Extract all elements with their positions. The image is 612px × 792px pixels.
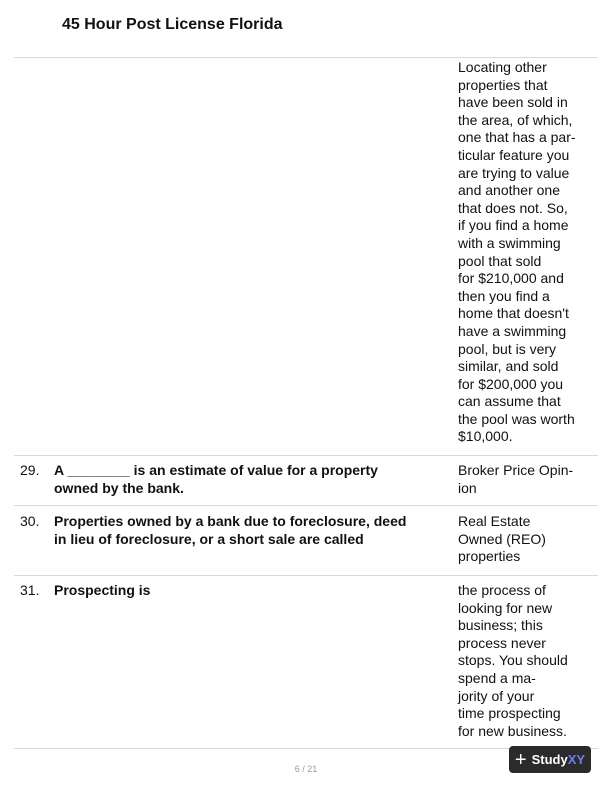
- answer-line: business; this: [458, 617, 543, 634]
- brand-name: StudyXY: [531, 752, 586, 767]
- answer-line: process never: [458, 634, 546, 651]
- answer-line: properties that: [458, 76, 548, 93]
- divider: [14, 575, 598, 576]
- answer-line: if you find a home: [458, 217, 569, 234]
- plus-icon: +: [514, 748, 527, 771]
- divider: [14, 57, 598, 58]
- answer-line: Real Estate: [458, 513, 531, 529]
- answer-line: ticular feature you: [458, 146, 570, 163]
- answer-line: pool that sold: [458, 252, 542, 269]
- answer-line: one that has a par-: [458, 129, 576, 146]
- answer-cell: [458, 462, 594, 497]
- answer-line: for $210,000 and: [458, 270, 564, 287]
- answer-line: the pool was worth: [458, 410, 575, 427]
- answer-line: looking for new: [458, 599, 553, 616]
- answer-cell: [458, 59, 594, 446]
- answer-line: spend a ma-: [458, 669, 536, 686]
- answer-line: the process of: [458, 582, 546, 598]
- answer-line: are trying to value: [458, 164, 570, 181]
- answer-line: time prospecting: [458, 705, 561, 722]
- question-text: [54, 462, 454, 497]
- answer-line: home that doesn't: [458, 305, 569, 322]
- answer-line: similar, and sold: [458, 358, 559, 375]
- answer-line: jority of your: [458, 687, 535, 704]
- answer-line: then you find a: [458, 287, 550, 304]
- answer-line: have a swimming: [458, 322, 567, 339]
- answer-line: with a swimming: [458, 234, 561, 251]
- answer-line: for new business.: [458, 722, 567, 739]
- page-title: 45 Hour Post License Florida: [62, 16, 283, 33]
- answer-line: have been sold in: [458, 94, 568, 111]
- question-line: Properties owned by a bank due to foreclosure, deed: [54, 513, 407, 529]
- answer-line: Owned (REO): [458, 530, 546, 547]
- answer-line: that does not. So,: [458, 199, 568, 216]
- answer-line: and another one: [458, 182, 560, 199]
- answer-line: stops. You should: [458, 652, 568, 669]
- question-number: 31.: [20, 582, 40, 598]
- answer-line: pool, but is very: [458, 340, 557, 357]
- answer-line: properties: [458, 548, 521, 565]
- answer-line: ion: [458, 479, 477, 496]
- question-line: Prospecting is: [54, 582, 151, 598]
- question-line: A ________ is an estimate of value for a property: [54, 462, 378, 478]
- page-number: 6 / 21: [294, 764, 318, 774]
- answer-cell: [458, 513, 594, 566]
- question-number: 29.: [20, 462, 40, 478]
- question-text: [54, 513, 454, 548]
- answer-line: for $200,000 you: [458, 375, 564, 392]
- answer-line: Broker Price Opin-: [458, 462, 574, 478]
- question-line: in lieu of foreclosure, or a short sale are called: [54, 530, 364, 547]
- studyxy-badge[interactable]: [509, 746, 591, 773]
- question-number: 30.: [20, 513, 40, 529]
- divider: [14, 505, 598, 506]
- answer-line: $10,000.: [458, 428, 513, 445]
- answer-cell: [458, 582, 594, 740]
- answer-line: the area, of which,: [458, 111, 573, 128]
- answer-line: can assume that: [458, 393, 561, 410]
- question-text: [54, 582, 454, 600]
- question-line: owned by the bank.: [54, 479, 184, 496]
- divider: [14, 455, 598, 456]
- answer-line: Locating other: [458, 59, 547, 75]
